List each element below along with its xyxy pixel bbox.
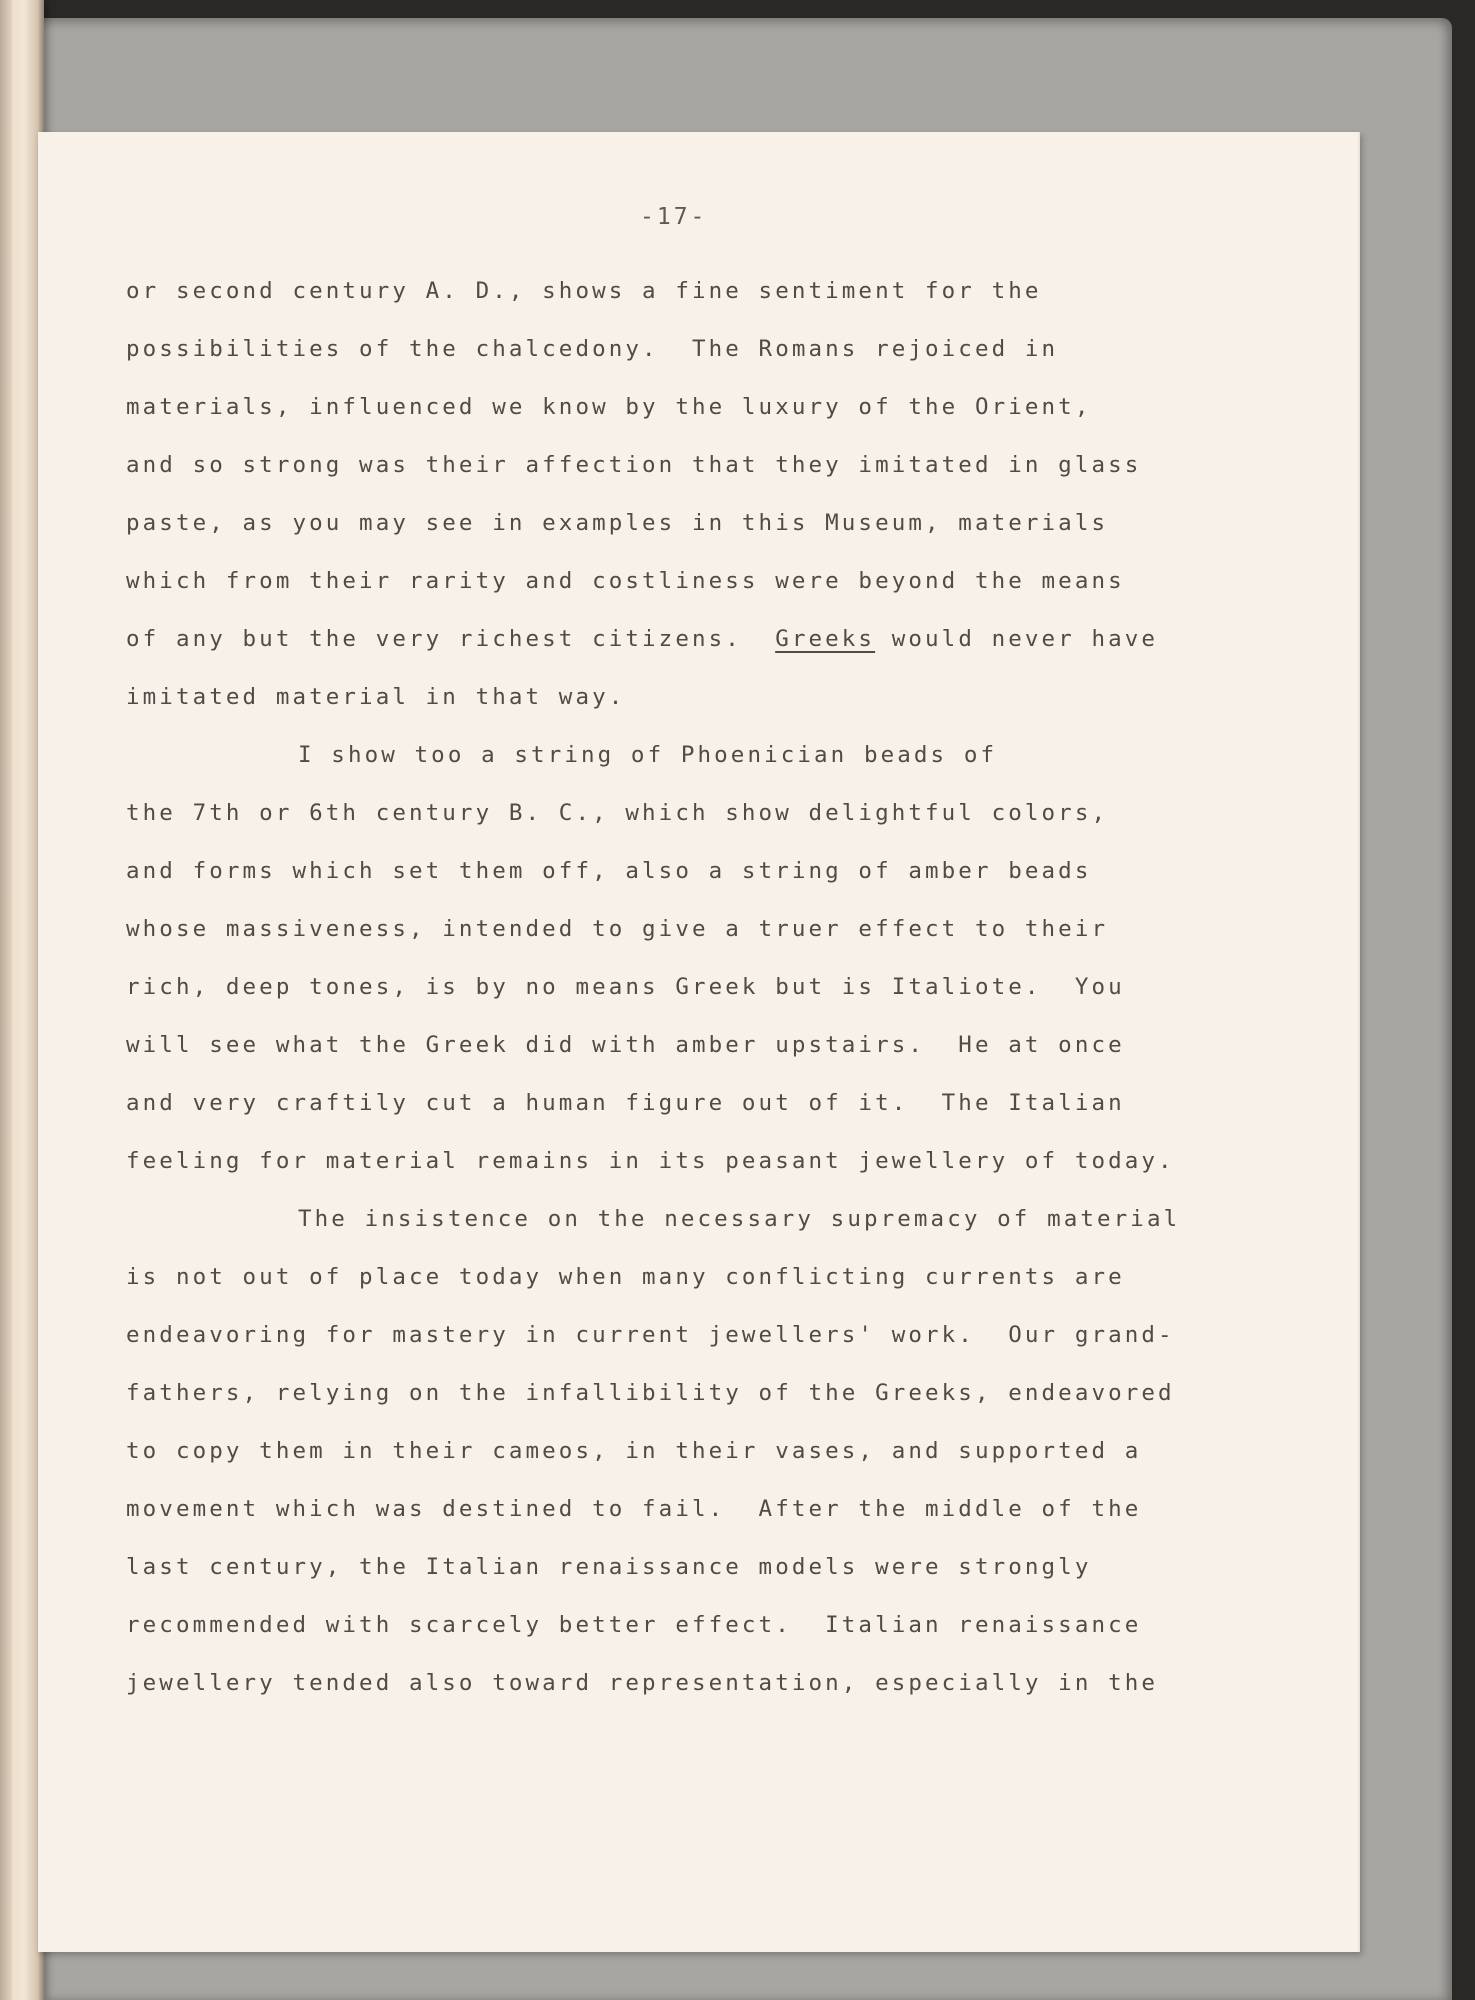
typed-page [38, 132, 1360, 1952]
text-line: whose massiveness, intended to give a truer effect to their [126, 916, 1109, 942]
text-line: jewellery tended also toward representation, especially in the [126, 1670, 1159, 1696]
text-line [126, 628, 1158, 651]
text-line: paste, as you may see in examples in this Museum, materials [126, 510, 1109, 536]
text-line: and so strong was their affection that they imitated in glass [126, 452, 1142, 478]
text-line: and very craftily cut a human figure out of it. The Italian [126, 1090, 1125, 1116]
text-line: the 7th or 6th century B. C., which show delightful colors, [126, 800, 1109, 826]
text-line: possibilities of the chalcedony. The Romans rejoiced in [126, 336, 1059, 362]
text-line: endeavoring for mastery in current jewellers' work. Our grand- [126, 1322, 1175, 1348]
text-line: which from their rarity and costliness were beyond the means [126, 568, 1125, 594]
text-line: recommended with scarcely better effect. Italian renaissance [126, 1612, 1142, 1638]
text-line: to copy them in their cameos, in their vases, and supported a [126, 1438, 1142, 1464]
text-line: movement which was destined to fail. After the middle of the [126, 1496, 1142, 1522]
text-line: feeling for material remains in its peasant jewellery of today. [126, 1148, 1175, 1174]
text-segment: would never have [875, 626, 1159, 652]
text-line: is not out of place today when many conflicting currents are [126, 1264, 1125, 1290]
text-line: will see what the Greek did with amber upstairs. He at once [126, 1032, 1125, 1058]
underlined-word: Greeks [775, 626, 876, 652]
text-line: materials, influenced we know by the luxury of the Orient, [126, 394, 1092, 420]
text-line: last century, the Italian renaissance models were strongly [126, 1554, 1092, 1580]
text-line: or second century A. D., shows a fine sentiment for the [126, 278, 1042, 304]
paragraph-first-line: The insistence on the necessary supremacy of material [298, 1206, 1181, 1232]
spine-shadow [0, 0, 12, 2000]
text-segment: of any but the very richest citizens. [126, 626, 776, 652]
page-number: -17- [640, 204, 708, 230]
text-line: fathers, relying on the infallibility of the Greeks, endeavored [126, 1380, 1175, 1406]
text-line: rich, deep tones, is by no means Greek but is Italiote. You [126, 974, 1125, 1000]
paragraph-first-line: I show too a string of Phoenician beads of [298, 742, 998, 768]
text-line: imitated material in that way. [126, 684, 626, 710]
text-line: and forms which set them off, also a string of amber beads [126, 858, 1092, 884]
